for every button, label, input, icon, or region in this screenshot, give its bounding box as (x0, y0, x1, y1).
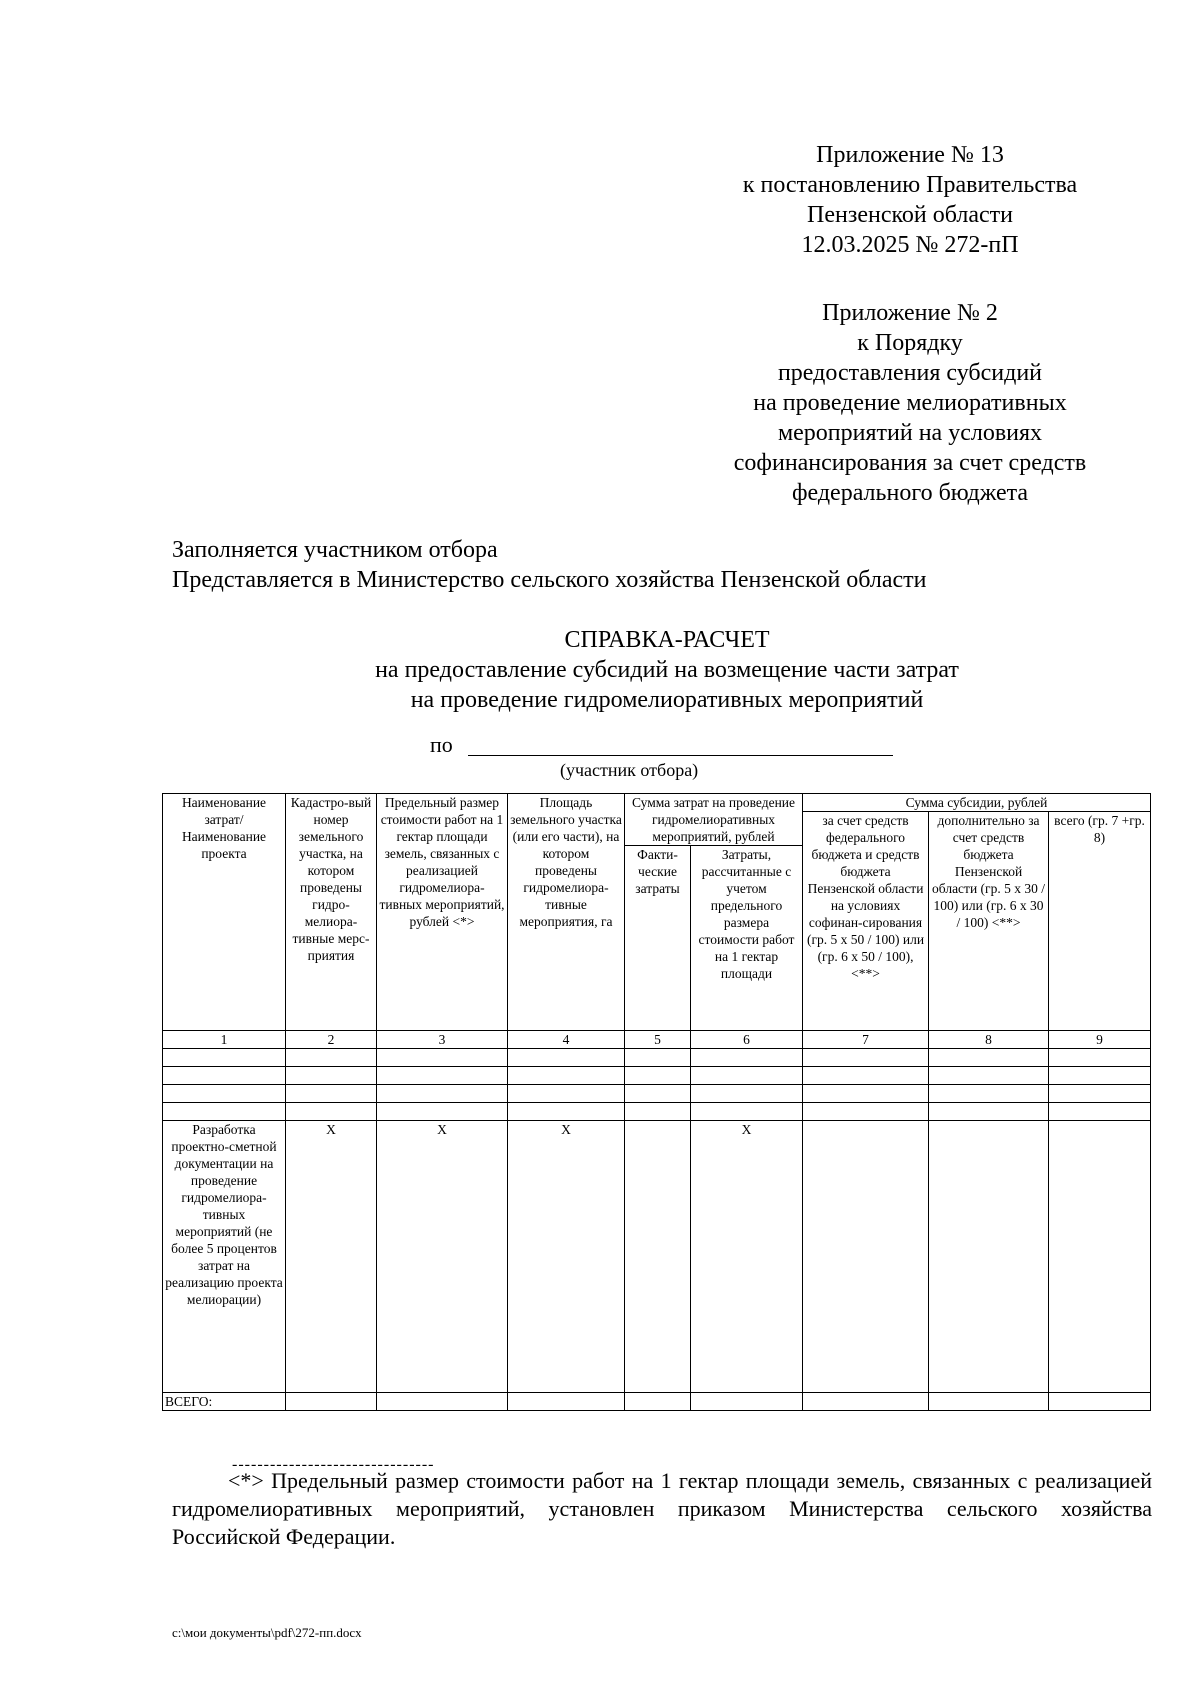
column-number: 6 (691, 1031, 803, 1049)
appendix-2-line: мероприятий на условиях (777, 420, 1043, 446)
header-cadastral-number: Кадастро-вый номер земельного участка, на котором проведены гидро-мелиора-тивные мерс-приятия (286, 794, 377, 1031)
table-cell[interactable] (625, 1049, 691, 1067)
fill-note-line: Представляется в Министерство сельского хозяйства Пензенской области (172, 567, 927, 593)
table-cell[interactable] (377, 1103, 508, 1121)
table-cell[interactable] (508, 1067, 625, 1085)
calculation-table (162, 793, 1151, 1411)
table-cell[interactable] (286, 1085, 377, 1103)
table-cell[interactable] (163, 1085, 286, 1103)
table-cell[interactable] (508, 1103, 625, 1121)
appendix-2-block (680, 298, 1140, 508)
table-cell[interactable] (286, 1067, 377, 1085)
column-number: 1 (163, 1031, 286, 1049)
table-cell[interactable] (508, 1049, 625, 1067)
header-actual-costs: Факти-ческие затраты (625, 846, 691, 1031)
fill-note-line: Заполняется участником отбора (172, 537, 498, 563)
column-number-row (163, 1031, 1151, 1049)
title-sub: на проведение гидромелиоративных мероприятий (410, 687, 924, 713)
header-subsidy-group: Сумма субсидии, рублей (803, 794, 1151, 812)
file-path: c:\мои документы\pdf\272-пп.docx (172, 1625, 362, 1640)
header-row-1 (163, 794, 1151, 812)
table-cell[interactable] (803, 1393, 929, 1411)
table-cell[interactable] (929, 1103, 1049, 1121)
table-cell[interactable] (929, 1085, 1049, 1103)
table-cell[interactable] (929, 1049, 1049, 1067)
table-cell[interactable] (1049, 1393, 1151, 1411)
table-cell[interactable] (163, 1103, 286, 1121)
table-cell[interactable] (625, 1121, 691, 1393)
footnote-separator: -------------------------------- (232, 1456, 435, 1473)
table-cell[interactable] (286, 1103, 377, 1121)
header-cost-limit: Предельный размер стоимости работ на 1 гектар площади земель, связанных с реализацией гидромелиора-тивных мероприятий, рублей <*> (377, 794, 508, 1031)
table-cell[interactable] (803, 1049, 929, 1067)
table-cell[interactable] (377, 1085, 508, 1103)
header-additional-regional: дополнительно за счет средств бюджета Пензенской области (гр. 5 x 30 / 100) или (гр. 6 x 30 / 100) <**> (929, 812, 1049, 1031)
table-cell[interactable] (508, 1393, 625, 1411)
appendix-13-line: к постановлению Правительства (742, 172, 1078, 198)
header-federal-regional: за счет средств федерального бюджета и средств бюджета Пензенской области на условиях софинан-сирования (гр. 5 x 50 / 100) или (гр. 6 x 50 / 100), <**> (803, 812, 929, 1031)
table-cell[interactable] (625, 1103, 691, 1121)
table-cell[interactable] (625, 1067, 691, 1085)
table-cell[interactable] (377, 1393, 508, 1411)
table-cell[interactable] (1049, 1049, 1151, 1067)
table-cell[interactable] (929, 1393, 1049, 1411)
table-cell[interactable] (1049, 1067, 1151, 1085)
participant-input-line[interactable] (468, 755, 893, 756)
table-cell[interactable] (286, 1049, 377, 1067)
appendix-2-line: федерального бюджета (791, 480, 1029, 506)
title-main: СПРАВКА-РАСЧЕТ (564, 627, 770, 653)
table-cell[interactable] (691, 1393, 803, 1411)
design-documentation-row (163, 1121, 1151, 1393)
column-number: 9 (1049, 1031, 1151, 1049)
participant-caption: (участник отбора) (560, 760, 699, 780)
x-mark: X (691, 1121, 803, 1393)
x-mark: X (508, 1121, 625, 1393)
title-sub: на предоставление субсидий на возмещение части затрат (375, 657, 959, 683)
table-row (163, 1049, 1151, 1067)
table-cell[interactable] (377, 1067, 508, 1085)
table-cell[interactable] (625, 1393, 691, 1411)
po-label: по (430, 732, 453, 757)
x-mark: X (377, 1121, 508, 1393)
total-row (163, 1393, 1151, 1411)
table-cell[interactable] (803, 1067, 929, 1085)
table-cell[interactable] (1049, 1085, 1151, 1103)
table-row (163, 1067, 1151, 1085)
column-number: 5 (625, 1031, 691, 1049)
header-cost-name: Наименование затрат/ Наименование проекта (163, 794, 286, 1031)
column-number: 3 (377, 1031, 508, 1049)
header-calculated-costs: Затраты, рассчитанные с учетом предельного размера стоимости работ на 1 гектар площади (691, 846, 803, 1031)
table-row (163, 1103, 1151, 1121)
appendix-2-line: к Порядку (857, 330, 963, 356)
header-costs-group: Сумма затрат на проведение гидромелиоративных мероприятий, рублей (625, 794, 803, 846)
table-cell[interactable] (508, 1085, 625, 1103)
table-cell[interactable] (691, 1049, 803, 1067)
table-cell[interactable] (1049, 1121, 1151, 1393)
table-cell[interactable] (691, 1103, 803, 1121)
table-cell[interactable] (163, 1067, 286, 1085)
table-row (163, 1085, 1151, 1103)
total-label: ВСЕГО: (163, 1393, 286, 1411)
table-cell[interactable] (803, 1121, 929, 1393)
table-cell[interactable] (691, 1085, 803, 1103)
table-cell[interactable] (163, 1049, 286, 1067)
appendix-13-date: 12.03.2025 № 272-пП (801, 232, 1019, 258)
header-land-area: Площадь земельного участка (или его части), на котором проведены гидромелиора-тивные мероприятия, га (508, 794, 625, 1031)
table-cell[interactable] (929, 1121, 1049, 1393)
column-number: 2 (286, 1031, 377, 1049)
appendix-2-line: предоставления субсидий (777, 360, 1043, 386)
appendix-2-line: софинансирования за счет средств (733, 450, 1087, 476)
table-cell[interactable] (625, 1085, 691, 1103)
column-number: 8 (929, 1031, 1049, 1049)
table-cell[interactable] (691, 1067, 803, 1085)
document-title (172, 625, 1162, 715)
appendix-2-line: на проведение мелиоративных (753, 390, 1067, 416)
header-total: всего (гр. 7 +гр. 8) (1049, 812, 1151, 1031)
table-cell[interactable] (377, 1049, 508, 1067)
column-number: 7 (803, 1031, 929, 1049)
fill-note (172, 535, 927, 595)
table-cell[interactable] (803, 1085, 929, 1103)
design-row-label: Разработка проектно-сметной документации на проведение гидромелиора-тивных мероприятий (не более 5 процентов затрат на реализацию проекта мелиорации) (163, 1121, 286, 1393)
table-cell[interactable] (1049, 1103, 1151, 1121)
appendix-2-line: Приложение № 2 (822, 300, 998, 326)
footnote-text: <*> Предельный размер стоимости работ на 1 гектар площади земель, связанных с реализацией гидромелиоративных мероприятий, установлен приказом Министерства сельского хозяйства Российской Федерации. (172, 1468, 1152, 1549)
table-cell[interactable] (929, 1067, 1049, 1085)
x-mark: X (286, 1121, 377, 1393)
column-number: 4 (508, 1031, 625, 1049)
appendix-13-line: Пензенской области (807, 202, 1013, 228)
table-cell[interactable] (286, 1393, 377, 1411)
appendix-13-block (680, 140, 1140, 260)
table-cell[interactable] (803, 1103, 929, 1121)
appendix-13-line: Приложение № 13 (816, 142, 1004, 168)
